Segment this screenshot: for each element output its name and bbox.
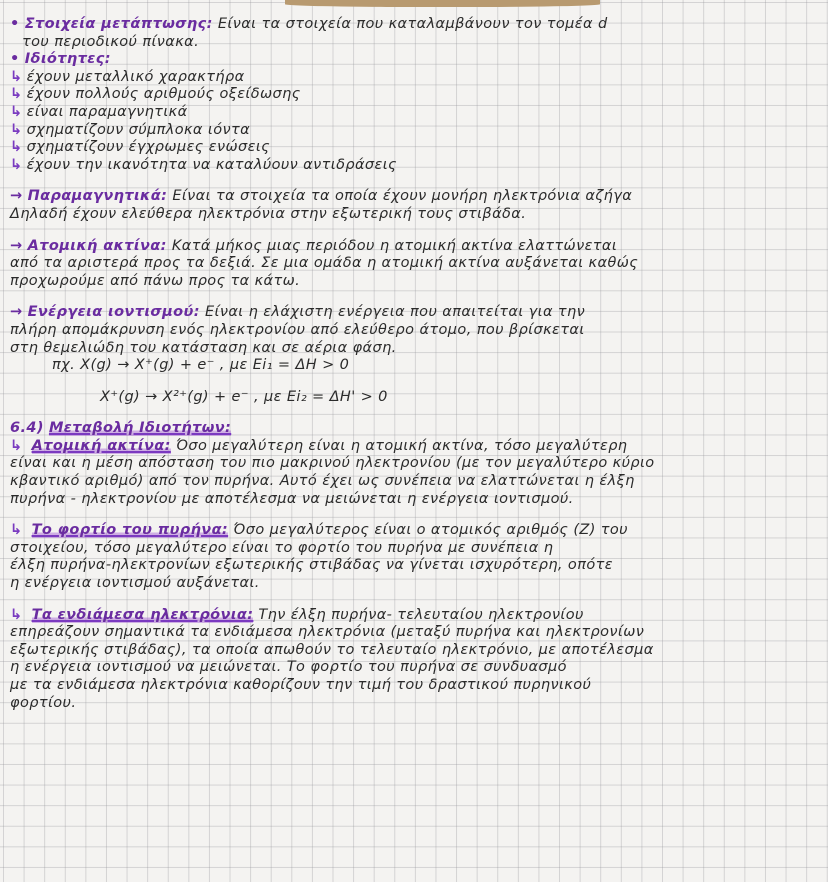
right-arrow-icon: → — [10, 188, 23, 205]
dot-bullet-icon: • — [10, 16, 20, 32]
section-title: Ενέργεια ιοντισμού: — [27, 304, 200, 321]
atomic-radius-line — [10, 238, 820, 256]
ionization-energy-line — [10, 304, 820, 322]
hook-arrow-icon: ↳ — [10, 156, 23, 173]
property-text: σχηματίζουν έγχρωμες ενώσεις — [26, 139, 271, 156]
definition-text: Είναι τα στοιχεία που καταλαμβάνουν τον τομέα d — [217, 16, 608, 32]
paragraph-text: Όσο μεγαλύτερη είναι η ατομική ακτίνα, τόσο μεγαλύτερη — [175, 437, 628, 454]
paramagnetic-line — [10, 188, 820, 206]
definition-line — [10, 16, 820, 34]
tape-strip — [285, 0, 600, 7]
property-item — [10, 69, 820, 87]
paragraph-line: έλξη πυρήνα-ηλεκτρονίων εξωτερικής στιβάδας να γίνεται ισχυρότερη, οπότε — [10, 557, 613, 574]
intermediate-electrons-item — [10, 607, 820, 625]
paramagnetic-section — [10, 188, 820, 223]
section-heading-text: Μεταβολή Ιδιοτήτων: — [48, 420, 232, 437]
properties-heading — [10, 51, 820, 69]
paragraph-line: είναι και η μέση απόσταση του πιο μακρινού ηλεκτρονίου (με τον μεγαλύτερο κύριο — [10, 455, 655, 472]
paragraph-line: από τα αριστερά προς τα δεξιά. Σε μια ομάδα η ατομική ακτίνα αυξάνεται καθώς — [10, 255, 639, 272]
paragraph-line: στη θεμελιώδη του κατάσταση και σε αέρια φάση. — [10, 339, 397, 356]
paragraph-line: πλήρη απομάκρυνση ενός ηλεκτρονίου από ελεύθερο άτομο, που βρίσκεται — [10, 321, 585, 338]
paragraph-text: Είναι η ελάχιστη ενέργεια που απαιτείται για την — [204, 304, 586, 321]
paragraph-line: φορτίου. — [10, 694, 77, 711]
paragraph-text: Κατά μήκος μιας περιόδου η ατομική ακτίνα ελαττώνεται — [171, 237, 618, 254]
hook-arrow-icon: ↳ — [10, 522, 23, 539]
paragraph-line: η ενέργεια ιοντισμού αυξάνεται. — [10, 575, 260, 592]
subsection-title: Το φορτίο του πυρήνα: — [31, 522, 229, 539]
nuclear-charge-item — [10, 522, 820, 540]
ionization-energy-section — [10, 304, 820, 406]
paragraph-line: προχωρούμε από πάνω προς τα κάτω. — [10, 272, 301, 289]
atomic-radius-section — [10, 238, 820, 291]
notebook-page — [10, 16, 820, 712]
equation-2: X⁺(g) → X²⁺(g) + e⁻ , με Ei₂ = ΔH' > 0 — [100, 388, 388, 405]
paragraph-line: επηρεάζουν σημαντικά τα ενδιάμεσα ηλεκτρόνια (μεταξύ πυρήνα και ηλεκτρονίων — [10, 624, 645, 641]
section-number: 6.4) — [10, 420, 44, 437]
property-item — [10, 139, 820, 157]
atomic-radius-item — [10, 438, 820, 456]
section-6-4 — [10, 420, 820, 712]
transition-elements-section — [10, 16, 820, 174]
paragraph-text: Όσο μεγαλύτερος είναι ο ατομικός αριθμός (Z) του — [233, 522, 628, 539]
property-text: έχουν μεταλλικό χαρακτήρα — [26, 68, 245, 85]
paragraph-line: η ενέργεια ιοντισμού να μειώνεται. Το φορτίο του πυρήνα σε συνδυασμό — [10, 659, 567, 676]
hook-arrow-icon: ↳ — [10, 86, 23, 103]
hook-arrow-icon: ↳ — [10, 606, 23, 623]
property-text: σχηματίζουν σύμπλοκα ιόντα — [26, 121, 251, 138]
right-arrow-icon: → — [10, 237, 23, 254]
right-arrow-icon: → — [10, 304, 23, 321]
property-text: είναι παραμαγνητικά — [26, 103, 188, 120]
paragraph-line: στοιχείου, τόσο μεγαλύτερο είναι το φορτίο του πυρήνα με συνέπεια η — [10, 539, 554, 556]
paragraph-text: Την έλξη πυρήνα- τελευταίου ηλεκτρονίου — [258, 606, 584, 623]
definition-line: του περιοδικού πίνακα. — [22, 33, 200, 50]
property-item — [10, 157, 820, 175]
subsection-title: Ατομική ακτίνα: — [31, 437, 171, 454]
property-text: έχουν πολλούς αριθμούς οξείδωσης — [26, 86, 301, 103]
section-heading — [10, 420, 820, 438]
subsection-title: Τα ενδιάμεσα ηλεκτρόνια: — [31, 606, 254, 623]
paragraph-line: με τα ενδιάμεσα ηλεκτρόνια καθορίζουν την τιμή του δραστικού πυρηνικού — [10, 677, 592, 693]
hook-arrow-icon: ↳ — [10, 121, 23, 138]
property-text: έχουν την ικανότητα να καταλύουν αντιδράσεις — [26, 156, 397, 173]
section-title: Παραμαγνητικά: — [27, 188, 168, 205]
properties-title: Ιδιότητες: — [24, 51, 111, 68]
property-item — [10, 104, 820, 122]
section-title: Στοιχεία μετάπτωσης: — [24, 16, 213, 32]
hook-arrow-icon: ↳ — [10, 139, 23, 156]
property-item — [10, 86, 820, 104]
dot-bullet-icon: • — [10, 51, 20, 68]
hook-arrow-icon: ↳ — [10, 103, 23, 120]
paragraph-line: πυρήνα - ηλεκτρονίου με αποτέλεσμα να μειώνεται η ενέργεια ιοντισμού. — [10, 490, 574, 507]
paragraph-line: εξωτερικής στιβάδας), τα οποία απωθούν το τελευταίο ηλεκτρόνιο, με αποτέλεσμα — [10, 641, 654, 658]
equation-1: πχ. X(g) → X⁺(g) + e⁻ , με Ei₁ = ΔH > 0 — [52, 357, 350, 374]
paragraph-line: Δηλαδή έχουν ελεύθερα ηλεκτρόνια στην εξωτερική τους στιβάδα. — [10, 205, 527, 222]
hook-arrow-icon: ↳ — [10, 437, 23, 454]
paragraph-line: κβαντικό αριθμό) από τον πυρήνα. Αυτό έχει ως συνέπεια να ελαττώνεται η έλξη — [10, 473, 635, 490]
section-title: Ατομική ακτίνα: — [27, 237, 167, 254]
property-item — [10, 122, 820, 140]
paragraph-text: Είναι τα στοιχεία τα οποία έχουν μονήρη ηλεκτρόνια αζήγα — [172, 188, 633, 205]
hook-arrow-icon: ↳ — [10, 68, 23, 85]
